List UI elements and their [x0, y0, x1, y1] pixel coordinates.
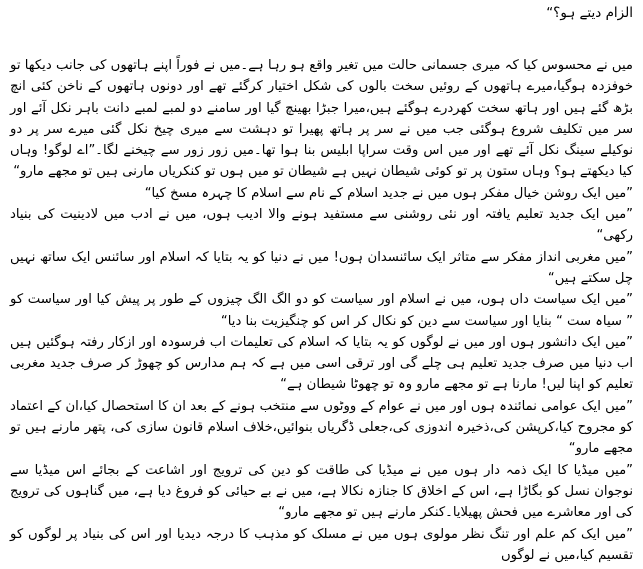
- paragraph: ”میں مغربی انداز مفکر سے متاثر ایک سائنسدان ہوں! میں نے دنیا کو یہ بتایا کہ اسلام اور سائنس ایک ساتھ نہیں چل سکتے ہیں“: [10, 249, 633, 286]
- paragraph: میں نے محسوس کیا کہ میری جسمانی حالت میں تغیر واقع ہو رہا ہے۔میں نے فوراً اپنے ہاتھوں کی جانب دیکھا تو خوفزدہ ہوگیا،میرے ہاتھوں کے روئیں سخت بالوں کی شکل اختیار کرگئے تھے اور دونوں ہاتھوں کے ناخن کئی انچ بڑھ گئے ہیں اور ہاتھ سخت کھردرے ہوگئے ہیں،میرا جبڑا بھینچ گیا اور سامنے دو لمبے لمبے دانت باہر نکل آئے اور سر میں تکلیف شروع ہوگئی جب میں نے سر پر ہاتھ پھیرا تو دہشت سے میری چیخ نکل گئی میرے سر پر دو نوکیلے سینگ نکل آئے تھے اور میں اس وقت سراپا ابلیس بنا ہوا تھا۔میں زور زور سے چیخنے لگا۔”اے لوگو! وہاں کیا دیکھتے ہو؟ وہاں ستون پر تو کوئی شیطان نہیں ہے شیطان تو میں ہوں تو کنکریاں مارنی ہیں تو مجھے مارو“: [10, 58, 633, 180]
- paragraph: ”میں ایک دانشور ہوں اور میں نے لوگوں کو یہ بتایا کہ اسلام کی تعلیمات اب فرسودہ اور ازکار رفتہ ہوگئیں ہیں اب دنیا میں صرف جدید تعلیم ہی چلے گی اور ترقی اسی میں ہے کہ ہم مدارس کو چھوڑ کر صرف جدید مغربی تعلیم کو اپنا لیں! مارنا ہے تو مجھے مارو وہ تو چھوٹا شیطان ہے“: [10, 334, 633, 393]
- heading-text: الزام دیتے ہو؟“: [546, 5, 633, 21]
- paragraph: ”میں ایک سیاست داں ہوں، میں نے اسلام اور سیاست کو دو الگ الگ چیزوں کے طور پر پیش کیا اور سیاست کو ” سیاہ ست “ بنایا اور سیاست سے دین کو نکال کر اس کو چنگیزیت بنا دیا“: [10, 292, 633, 329]
- paragraph: ”میں ایک جدید تعلیم یافتہ اور نئی روشنی سے مستفید ہونے والا ادیب ہوں، میں نے ادب میں لادینیت کی بنیاد رکھی“: [10, 207, 633, 244]
- paragraph: ”میں ایک روشن خیال مفکر ہوں میں نے جدید اسلام کے نام سے اسلام کا چہرہ مسخ کیا“: [144, 185, 633, 201]
- paragraph: ”میں میڈیا کا ایک ذمہ دار ہوں میں نے میڈیا کی طاقت کو دین کی ترویج اور اشاعت کے بجائے اس میڈیا سے نوجوان نسل کو بگاڑا ہے، اس کے اخلاق کا جنازہ نکالا ہے، میں نے بے حیائی کو فروغ دیا ہے، میں گناہوں کی ترویج کی اور معاشرے میں فحش پھیلایا۔کنکر مارنے ہیں تو مجھے مارو“: [10, 462, 633, 521]
- paragraph: ”میں ایک کم علم اور تنگ نظر مولوی ہوں میں نے مسلک کو مذہب کا درجہ دیدیا اور اس کی بنیاد پر لوگوں کو تقسیم کیا،میں نے لوگوں: [10, 526, 633, 563]
- paragraph: ”میں ایک عوامی نمائندہ ہوں اور میں نے عوام کے ووٹوں سے منتخب ہونے کے بعد ان کا استحصال کیا،ان کے اعتماد کو مجروح کیا،کرپشن کی،ذخیرہ اندوزی کی،جعلی ڈگریاں بنوائیں،خلاف اسلام قانون سازی کی، پتھر مارنے ہیں تو مجھے مارو“: [10, 398, 633, 457]
